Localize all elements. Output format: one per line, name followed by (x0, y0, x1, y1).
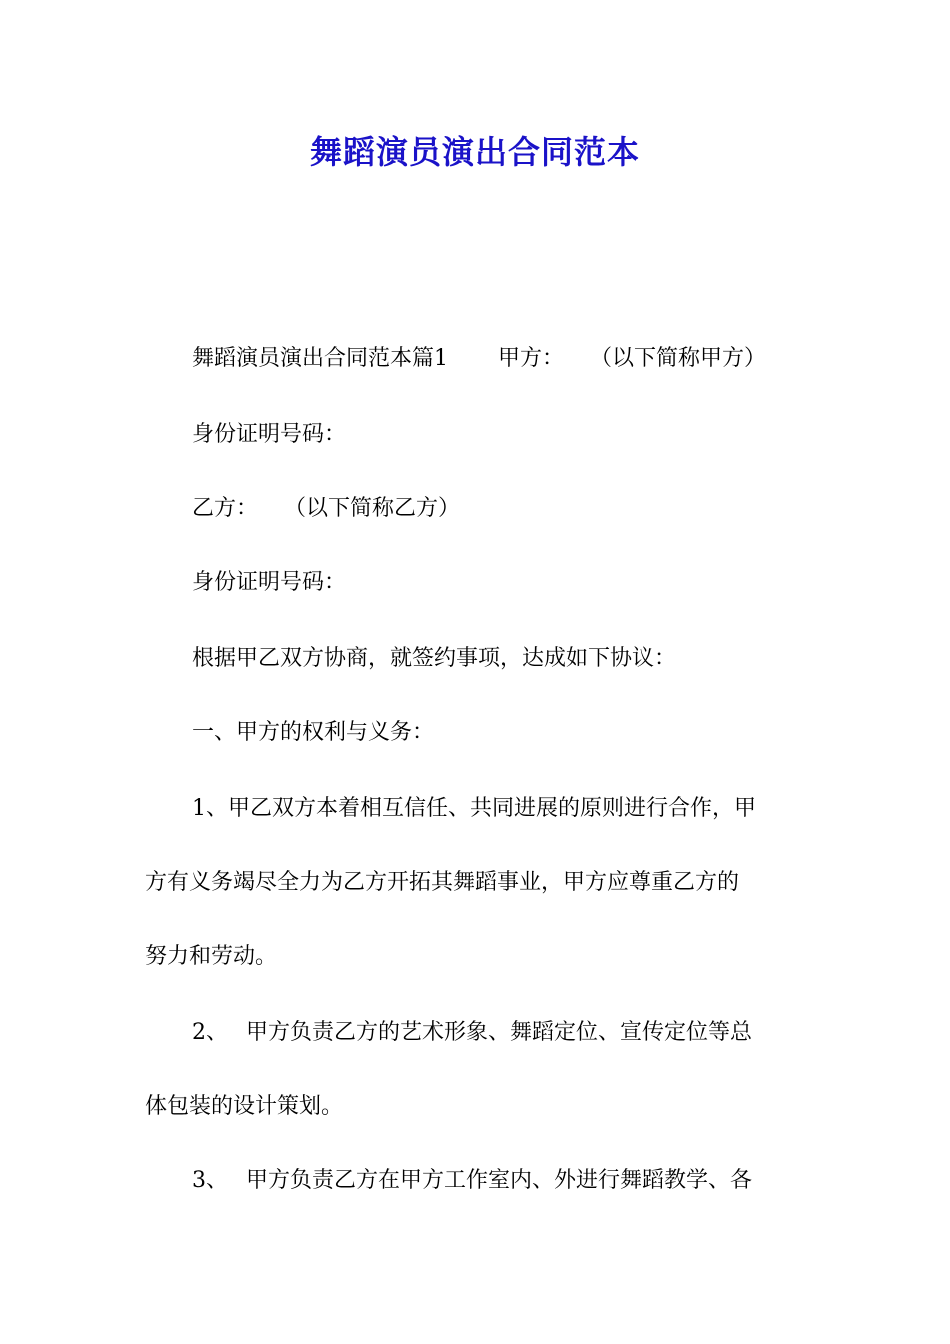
item-3-number: 3、 (192, 1168, 228, 1193)
party-b-id-line: 身份证明号码： (192, 570, 347, 595)
preamble-line: 根据甲乙双方协商，就签约事项，达成如下协议： (192, 646, 677, 671)
contract-part-heading: 舞蹈演员演出合同范本篇1 (192, 346, 448, 371)
item-2-number: 2、 (192, 1020, 228, 1045)
item-2-text: 甲方负责乙方的艺术形象、舞蹈定位、宣传定位等总 (246, 1020, 753, 1045)
party-b-label: 乙方： (192, 496, 259, 521)
party-a-label: 甲方： (498, 346, 565, 371)
item-1-line-2: 方有义务竭尽全力为乙方开拓其舞蹈事业，甲方应尊重乙方的 (145, 870, 740, 895)
item-2-line-1 (192, 1018, 752, 1048)
contract-heading-line (192, 344, 766, 374)
party-b-line (192, 494, 460, 524)
party-b-abbreviation: （以下简称乙方） (284, 496, 461, 521)
item-2-line-2: 体包装的设计策划。 (145, 1094, 344, 1119)
party-a-id-line: 身份证明号码： (192, 422, 347, 447)
item-1-line-3: 努力和劳动。 (145, 944, 278, 969)
item-3-text: 甲方负责乙方在甲方工作室内、外进行舞蹈教学、各 (246, 1168, 753, 1193)
item-1-line-1: 1、甲乙双方本着相互信任、共同进展的原则进行合作，甲 (192, 796, 756, 821)
party-a-abbreviation: （以下简称甲方） (590, 346, 767, 371)
section-1-heading: 一、甲方的权利与义务： (192, 720, 435, 745)
document-title: 舞蹈演员演出合同范本 (309, 133, 640, 171)
item-3-line-1 (192, 1166, 752, 1196)
